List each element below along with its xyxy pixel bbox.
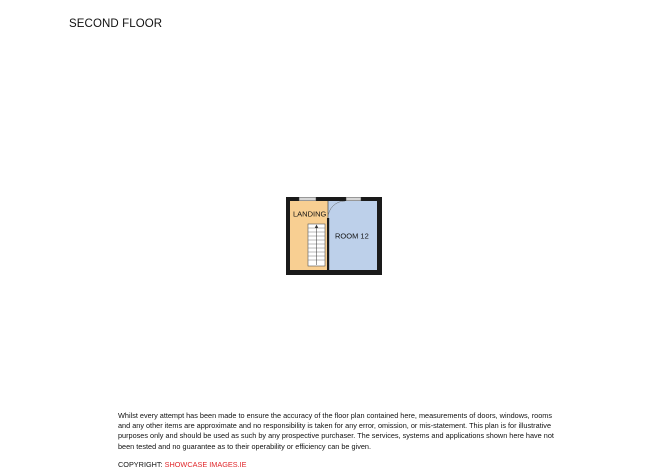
disclaimer-text: Whilst every attempt has been made to ensure the accuracy of the floor plan contained here, measurements of doors, windows, rooms and any other items are approximate and no responsibility is taken for any error, omission, or mis-statement. This plan is for illustrative purposes only and should be used as such by any prospective purchaser. The services, systems and applications shown here have not been tested and no guarantee as to their operability or efficiency can be given.: [118, 411, 554, 451]
copyright-line: [118, 460, 247, 469]
floor-title: SECOND FLOOR: [69, 18, 163, 30]
room-12-label: ROOM 12: [335, 231, 369, 241]
floor-plan-drawing: [286, 197, 382, 275]
copyright-brand: SHOWCASE IMAGES.IE: [164, 460, 247, 469]
landing-label: LANDING: [293, 209, 327, 219]
staircase: [308, 224, 325, 266]
copyright-label: COPYRIGHT:: [118, 460, 165, 469]
floor-plan: [286, 197, 382, 275]
